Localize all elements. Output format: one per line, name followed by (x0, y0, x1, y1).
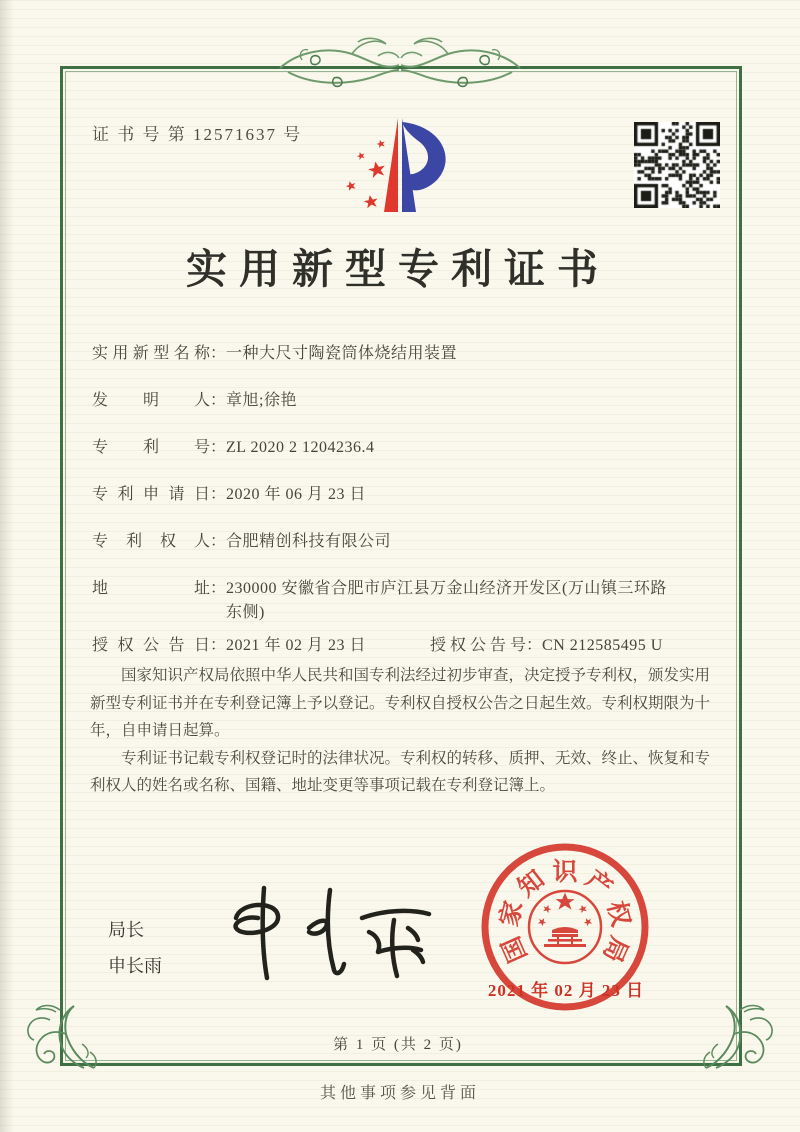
page-number: 第 1 页 (共 2 页) (333, 1037, 463, 1053)
field-row-inventor: 发明人 ： 章旭;徐艳 (92, 389, 716, 413)
svg-text:家: 家 (495, 898, 529, 930)
svg-text:识: 识 (552, 859, 578, 886)
field-value: CN 212585495 U (542, 637, 663, 654)
svg-text:知: 知 (513, 865, 550, 903)
seal-date: 2021 年 02 月 23 日 (487, 981, 645, 1000)
field-row-patent-number: 专利号 ： ZL 2020 2 1204236.4 (92, 436, 716, 460)
certificate-fields (92, 342, 716, 681)
field-row-filing-date: 专利申请日 ： 2020 年 06 月 23 日 (92, 483, 716, 507)
field-label: 授权公告日 (92, 637, 210, 654)
commissioner-block (108, 912, 162, 984)
field-row-utility-model-name: 实用新型名称 ： 一种大尺寸陶瓷筒体烧结用装置 (92, 342, 716, 366)
grant-date-pair: 授权公告日 ： 2021 年 02 月 23 日 (92, 634, 430, 658)
svg-text:产: 产 (580, 865, 617, 903)
commissioner-title: 局长 (108, 920, 144, 940)
field-value: 2020 年 06 月 23 日 (226, 486, 367, 503)
field-value: 章旭;徐艳 (226, 392, 297, 409)
field-label: 专利号 (92, 439, 210, 456)
field-value: 2021 年 02 月 23 日 (226, 637, 367, 654)
field-label: 实用新型名称 (92, 345, 210, 362)
field-value: 一种大尺寸陶瓷筒体烧结用装置 (226, 345, 458, 362)
certificate-title: 实用新型专利证书 (186, 246, 610, 292)
svg-text:国: 国 (497, 932, 533, 967)
see-back-note: 其他事项参见背面 (319, 1085, 480, 1102)
legal-paragraph-2: 专利证书记载专利权登记时的法律状况。专利权的转移、质押、无效、终止、恢复和专利权人的姓名或名称、国籍、地址变更等事项记载在专利登记簿上。 (90, 749, 711, 795)
svg-text:局: 局 (597, 932, 633, 967)
commissioner-name: 申长雨 (108, 956, 162, 976)
field-label: 专利权人 (92, 533, 210, 550)
field-value: 合肥精创科技有限公司 (226, 533, 392, 550)
field-label: 授权公告号 (430, 637, 526, 654)
field-row-address: 地址 ： 230000 安徽省合肥市庐江县万金山经济开发区(万山镇三环路东侧) (92, 577, 716, 625)
qr-code (634, 122, 720, 208)
field-row-grant (92, 634, 716, 658)
certificate-number: 证 书 号 第 12571637 号 (92, 125, 303, 144)
field-label: 发明人 (92, 392, 210, 409)
field-row-patentee: 专利权人 ： 合肥精创科技有限公司 (92, 530, 716, 554)
field-label: 地址 (92, 580, 210, 597)
national-emblem-icon (529, 891, 601, 963)
svg-text:权: 权 (601, 898, 635, 930)
legal-text-block (90, 662, 716, 800)
field-value: 230000 安徽省合肥市庐江县万金山经济开发区(万山镇三环路东侧) (226, 580, 667, 621)
legal-paragraph-1: 国家知识产权局依照中华人民共和国专利法经过初步审查，决定授予专利权，颁发实用新型专利证书并在专利登记簿上予以登记。专利权自授权公告之日起生效。专利权期限为十年，自申请日起算。 (90, 667, 711, 740)
grant-number-pair: 授权公告号 ： CN 212585495 U (430, 634, 716, 658)
commissioner-signature (212, 876, 442, 988)
field-label: 专利申请日 (92, 486, 210, 503)
cnipa-logo-icon (325, 110, 475, 228)
field-value: ZL 2020 2 1204236.4 (226, 439, 375, 456)
